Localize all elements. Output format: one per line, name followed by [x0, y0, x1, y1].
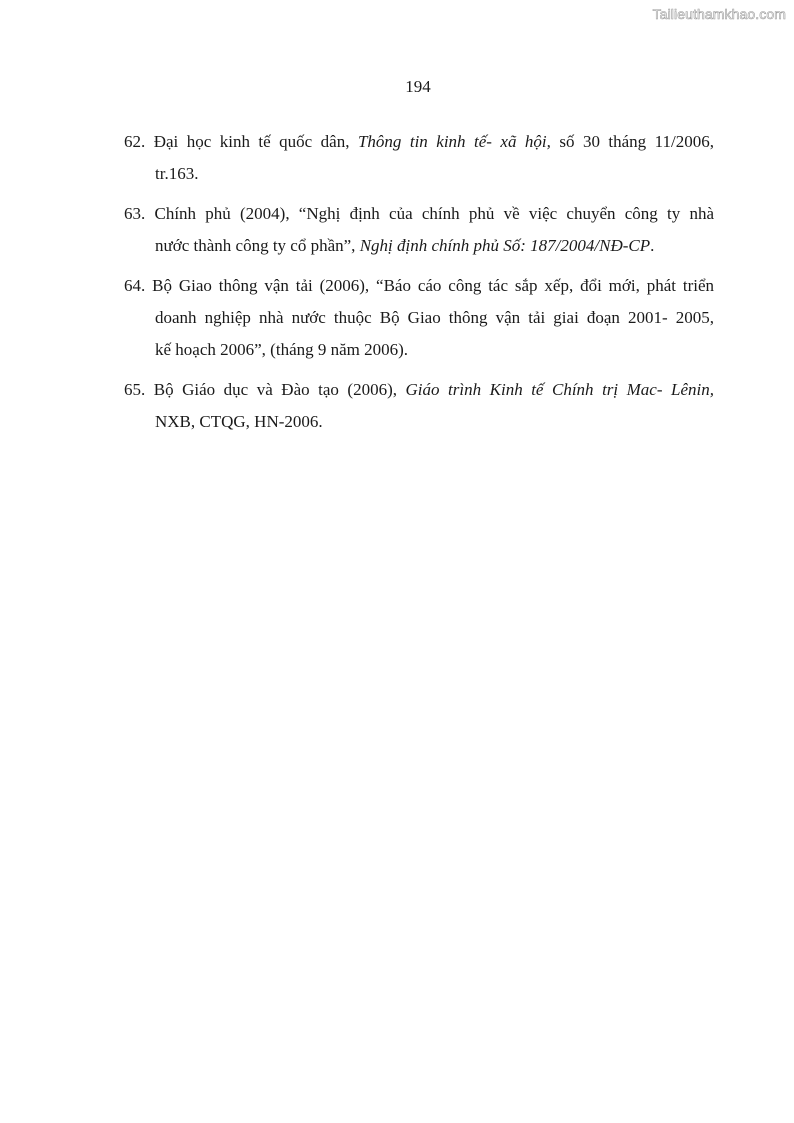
reference-item-65 [124, 374, 714, 438]
watermark: Tailieuthamkhao.com [652, 6, 786, 22]
reference-text: 62. Đại học kinh tế quốc dân, [124, 132, 358, 151]
reference-text: 63. Chính phủ (2004), “Nghị định của chính phủ về việc chuyển công ty nhà [124, 204, 714, 223]
reference-item-64 [124, 270, 714, 366]
reference-text: NXB, CTQG, HN-2006. [155, 412, 323, 431]
reference-text: 64. Bộ Giao thông vận tải (2006), “Báo cáo công tác sắp xếp, đổi mới, phát triển [124, 276, 714, 295]
reference-text: doanh nghiệp nhà nước thuộc Bộ Giao thông vận tải giai đoạn 2001- 2005, [155, 308, 714, 327]
reference-text: kế hoạch 2006”, (tháng 9 năm 2006). [155, 340, 409, 359]
reference-line [124, 270, 714, 302]
reference-line [124, 334, 714, 366]
reference-list [124, 126, 714, 446]
reference-text: nước thành công ty cổ phần”, [155, 236, 360, 255]
reference-text: . [650, 236, 655, 255]
reference-title-italic: Thông tin kinh tế- xã hội, [357, 132, 551, 151]
reference-text: 65. Bộ Giáo dục và Đào tạo (2006), [124, 380, 406, 399]
reference-line [124, 374, 714, 406]
reference-line [124, 302, 714, 334]
reference-title-italic: Giáo trình Kinh tế Chính trị Mac- Lênin, [405, 380, 715, 399]
reference-text: số 30 tháng 11/2006, [550, 132, 714, 151]
reference-line [124, 406, 714, 438]
reference-line [124, 230, 714, 262]
reference-line [124, 198, 714, 230]
reference-item-63 [124, 198, 714, 262]
reference-title-italic: Nghị định chính phủ Số: 187/2004/NĐ-CP [359, 236, 651, 255]
reference-text: tr.163. [155, 164, 199, 183]
reference-line [124, 158, 714, 190]
reference-item-62 [124, 126, 714, 190]
reference-line [124, 126, 714, 158]
page-number: 194 [405, 77, 431, 96]
